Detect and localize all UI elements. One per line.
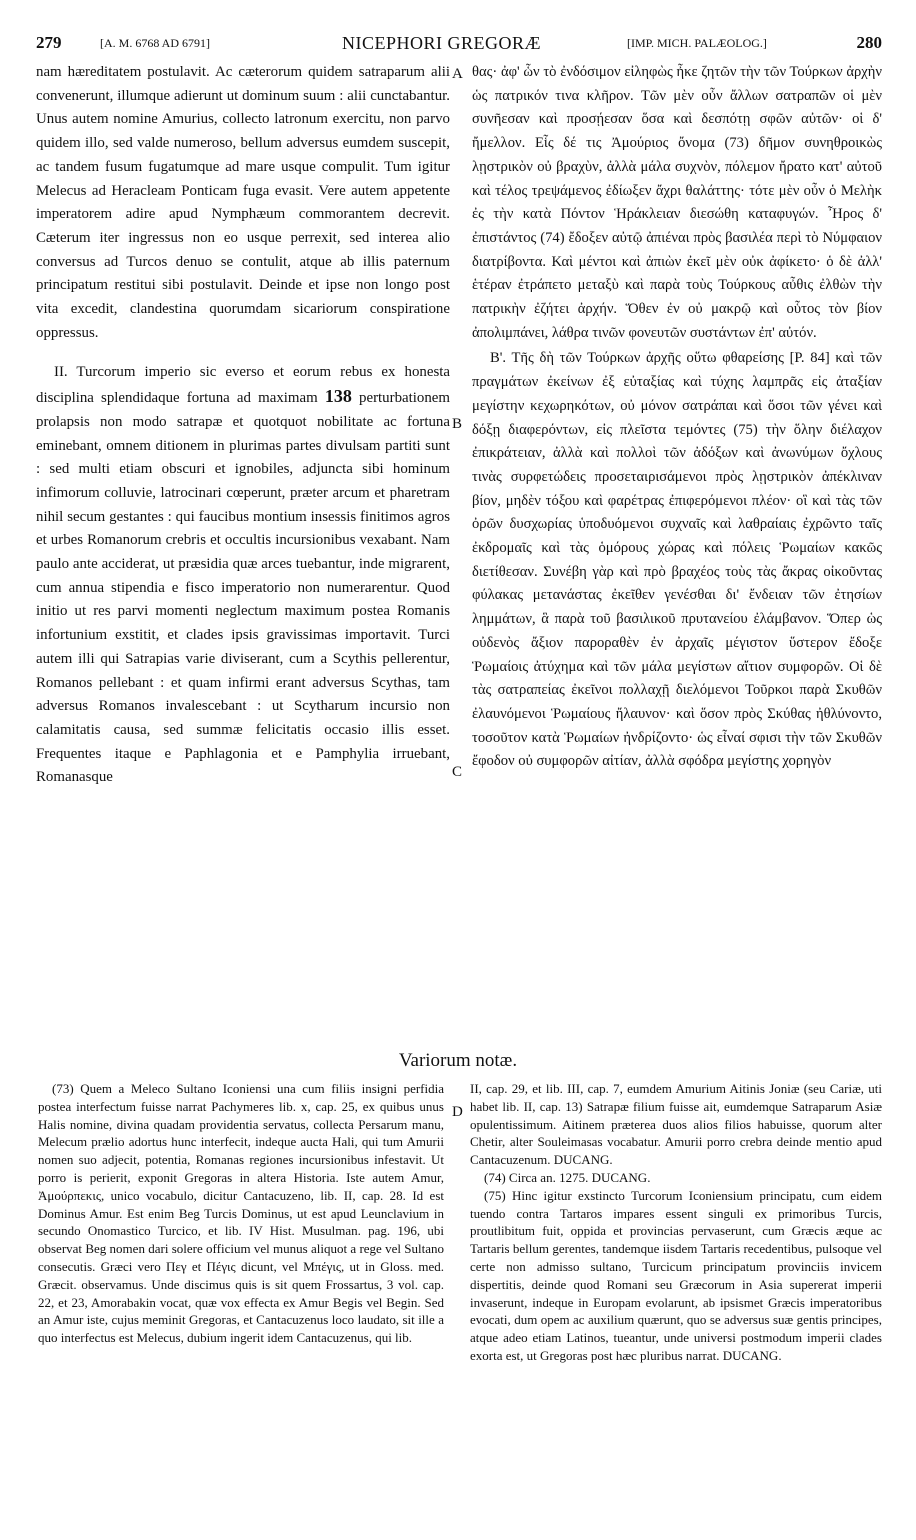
greek-column bbox=[472, 61, 882, 774]
latin-paragraph-1: nam hæreditatem postulavit. Ac cæterorum quidem satraparum alii convenerunt, illumque adierunt ut dominum suum : alii cunctabantur. Unus autem nomine Amurius, collecto latronum exercitu, non parvo quidem illo, sed valde numeroso, bellum adversus eumdem suscepit, ac tandem fusum fugatumque ad mare usque compulit. Tum igitur Melecus ad Heracleam Ponticam fuga evasit. Vere autem appetente imperatorem adire apud Nymphæum commorantem decrevit. Cæterum iter ingressus non eo usque perrexit, sed interea alio conversus ad Turcos denuo se contulit, atque ab illis paternum principatum restitui sibi postulavit. Deinde et ipse non longo post vita excedit, clandestina quorumdam sicariorum conspiratione oppressus. bbox=[36, 64, 450, 341]
note-73: (73) Quem a Meleco Sultano Iconiensi una cum filiis insigni perfidia postea interfectum fuisse narrat Pachymeres lib. x, cap. 25, ex quibus unus Halis nomine, divina quadam providentia servatus, collecta Persarum manu, Melecum prælio adortus hunc interfecit, indeque aucta Hali, qui tum Amurii nomen suo adjecit, potentia, Romanas regiones incursionibus infestavit. Ut porro is perierit, exponit Gregoras in altera Historia. Iste autem Amur, Ἀμούρπεκις, unico vocabulo, dicitur Cantacuzeno, lib. II, cap. 28. Id est Dominus Amur. Est enim Beg Turcis Dominus, ut est apud Leunclavium in secundo Onomastico Turcico, et lib. IV Hist. Musulman. pag. 196, ubi observat Beg nomen dari solere officium vel munus aliquot a rege vel Sultano consecutis. Græci vero Πεγ et Πέγις dicunt, vel Μπέγις, ut in Gloss. med. Græcit. observamus. Unde discimus quis is sit quem Frossartus, 3 vol. cap. 22, et 23, Amorabakin vocat, quæ vox effecta ex Amur Begis vel Begin. Sed an Amur iste, cujus meminit Gregoras, et Cantacuzenus loco laudato, sit ille a quo interfectus est Melecus, dubium ingerit idem Cantacuzenus, qui lib. bbox=[38, 1081, 444, 1346]
note-74: (74) Circa an. 1275. DUCANG. bbox=[484, 1169, 651, 1185]
margin-letter-d: D bbox=[452, 1104, 463, 1120]
latin-paragraph-2-rest: perturbationem prolapsis non modo satrapæ et quotquot nobilitate ac fortuna eminebant, omnem ditionem in plurimas partes divulsam partiti sunt : sed multi etiam obscuri et ignobiles, adjuncta sibi hominum infimorum colluvie, latrocinari cœperunt, præter arcum et pharetram nihil secum gestantes : qui faucibus montium insessis finitimos agros et urbes Romanorum crebris et occultis incursionibus vexabant. Nam paulo ante acciderat, ut præsidia quæ arces tuebantur, inde migrarent, cum annua stipendia e fisco imperatorio non numerarentur. Quod initio ut res parvi momenti neglectum maximum postea Romanis infortunium exstitit, et clades ipsis gravissimas importavit. Turci autem illi qui Satrapias varie diviserant, cum a Scythis pellerentur, Romanos pellebant : et quam infirmi erant adversus Scythas, tam adversus Romanos invalescebant : ut Scytharum incursio non calamitatis causa, sed summæ felicitatis occasio illis esset. Frequentes itaque e Paphlagonia et e Pamphylia irruebant, Romanasque bbox=[36, 390, 450, 786]
running-header bbox=[36, 30, 882, 56]
header-section-right: [IMP. MICH. PALÆOLOG.] bbox=[627, 36, 767, 50]
header-section-left: [A. M. 6768 AD 6791] bbox=[100, 36, 210, 50]
notes-right-column bbox=[470, 1080, 882, 1365]
notes-heading: Variorum notæ. bbox=[398, 1050, 518, 1071]
greek-paragraph-1: θας· ἀφ' ὧν τὸ ἐνδόσιμον εἰληφὼς ἦκε ζητῶν τὴν τῶν Τούρκων ἀρχὴν ὡς πατρικόν τινα κλῆρον. Τῶν μὲν οὖν ἄλλων σατραπῶν οἱ μὲν συνῆεσαν καὶ προσῄεσαν ὅσα καὶ δεσπότῃ σφῶν αὐτῶν· οἱ δ' ἤμελλον. Εἷς δέ τις Ἀμούριος ὄνομα (73) δῆμον συνηθροικὼς λῃστρικὸν οὐ βραχὺν, ἀλλὰ μάλα συχνὸν, πόλεμον ἤρατο κατ' αὐτοῦ καὶ τέλος τρεψάμενος ἐδίωξεν ἄχρι θαλάττης· τότε μὲν οὖν ὁ Μελὴκ ἐς τὴν κατὰ Πόντον Ἡράκλειαν διεσώθη καταφυγών. Ἦρος δ' ἐπιστάντος (74) ἔδοξεν αὐτῷ ἀπιέναι πρὸς βασιλέα περὶ τὸ Νύμφαιον διατρίβοντα. Καὶ μέντοι καὶ ἀπιὼν ἐκεῖ μὲν οὐκ ἀφίκετο· ὁ δὲ ἀλλ' ἑτέραν ἐτράπετο μεταξὺ καὶ παρὰ τοὺς Τούρκους αὖθις ἐλθὼν τὴν πατρικὴν ἐζήτει ἀρχήν. Ὅθεν ἐν οὐ μακρῷ καὶ οὗτος τὸν βίον ἀπολιμπάνει, λάθρα τινῶν φονευτῶν συστάντων ἐπ' αὐτόν. bbox=[472, 64, 882, 341]
latin-paragraph-2 bbox=[36, 361, 450, 790]
margin-letter-b: B bbox=[452, 416, 463, 432]
note-75: (75) Hinc igitur exstincto Turcorum Iconiensium principatu, cum eidem tuendo contra Tartaros impares essent singuli ex primoribus Turcis, proutlibitum fuit, oppida et provincias pervaserunt, cum Græcis æque ac Tartaris bellum gerentes, tandemque iisdem Tartaris recedentibus, pulsoque vel certe non admisso sultano, Turcicum principatum provinciis invicem dispertitis, deinde quod Romani seu Græcorum in Asia supererat imperii invaserunt, indeque in Europam evolarunt, ab ipsismet Græcis imperatoribus evocati, dum opem ac auxilium quærunt, quo se adversus suæ gentis principes, atque adeo etiam Latinos, tueantur, unde universi postmodum imperii clades exorta est, ut Gregoras post hæc pluribus narrat. DUCANG. bbox=[470, 1187, 882, 1363]
margin-letter-a: A bbox=[452, 66, 463, 82]
greek-paragraph-2: Β'. Τῆς δὴ τῶν Τούρκων ἀρχῆς οὕτω φθαρείσης [P. 84] καὶ τῶν πραγμάτων ἐκείνων ἐξ εὐταξίας καὶ τύχης λαμπρᾶς εἰς ἀταξίαν μεγίστην κεχωρηκότων, οὐ μόνον σατράπαι καὶ ὅσοι τῶν γένει καὶ δόξῃ διαφερόντων, εἰς πλεῖστα τεμόντες (75) τὴν ὅλην διέλαχον ἐπικράτειαν, ἀλλὰ καὶ πολλοὶ τῶν ἀδόξων καὶ ἀνωνύμων ὄχλους τινὰς συρφετώδεις προσεταιρισάμενοι πρὸς λῃστρικὸν ἀπέκλιναν βίον, μηδὲν τόξου καὶ φαρέτρας ἐπιφερόμενοι πλέον· οἳ καὶ τὰς τῶν ὀρῶν δυσχωρίας ὑποδυόμενοι συχναῖς καὶ λαθραίαις ἐχρῶντο ταῖς ἐκδρομαῖς καὶ τὰς ὁμόρους χώρας καὶ πόλεις Ῥωμαίων κακῶς διετίθεσαν. Συνέβη γὰρ καὶ πρὸ βραχέος τοὺς τὰς ἄκρας οἰκοῦντας φύλακας μετανάστας ἐκεῖθεν γενέσθαι δι' ἔνδειαν τῶν ἐτησίων λημμάτων, ἃ παρὰ τοῦ βασιλικοῦ πρυτανείου ἐλάμβανον. Ὅπερ ὡς οὐδενὸς ἄξιον παροραθὲν ἐν ἀρχαῖς μέγιστον ὕστερον ἔδοξε Ῥωμαίοις ἀτύχημα καὶ τῶν μάλα μεγίστων αἴτιον συμφορῶν. Οἱ δὲ τὰς σατραπείας ἐκεῖνοι πολλαχῇ διελόμενοι Τοῦρκοι παρὰ Σκυθῶν ἐλαυνόμενοι Ῥωμαίους ἤλαυνον· καὶ ὅσον πρὸς Σκύθας ἠθλύνοντο, τοσοῦτον κατὰ Ῥωμαίων ἠνδρίζοντο· ὡς εἶναί σφισι τὴν τῶν Σκυθῶν ἔφοδον οὐ συμφορῶν αἰτίαν, ἀλλὰ σφόδρα μεγίστης χορηγὸν bbox=[472, 350, 882, 770]
page-number-left: 279 bbox=[36, 33, 62, 52]
margin-letter-c: C bbox=[452, 764, 463, 780]
folio-number: 138 bbox=[324, 386, 352, 407]
header-title: NICEPHORI GREGORÆ bbox=[342, 33, 542, 53]
latin-column bbox=[36, 61, 450, 790]
note-73-continued: II, cap. 29, et lib. III, cap. 7, eumdem Amurium Aitinis Joniæ (seu Cariæ, uti habet lib. II, cap. 13) Satrapæ filium fuisse ait, eumdemque Satraparum Asiæ opulentissimum. Aitinem præterea duos alios filios habuisse, quorum alter Chetir, alter Souleimasas vocabatur. Amurii porro crebra deinde mentio apud Cantacuzenum. DUCANG. bbox=[470, 1081, 882, 1168]
latin-paragraph-2-start: II. Turcorum imperio sic everso et eorum rebus ex honesta disciplina splendidaque fortuna ad maximam bbox=[36, 364, 450, 407]
page-number-right: 280 bbox=[856, 33, 882, 52]
notes-left-column bbox=[38, 1080, 444, 1347]
